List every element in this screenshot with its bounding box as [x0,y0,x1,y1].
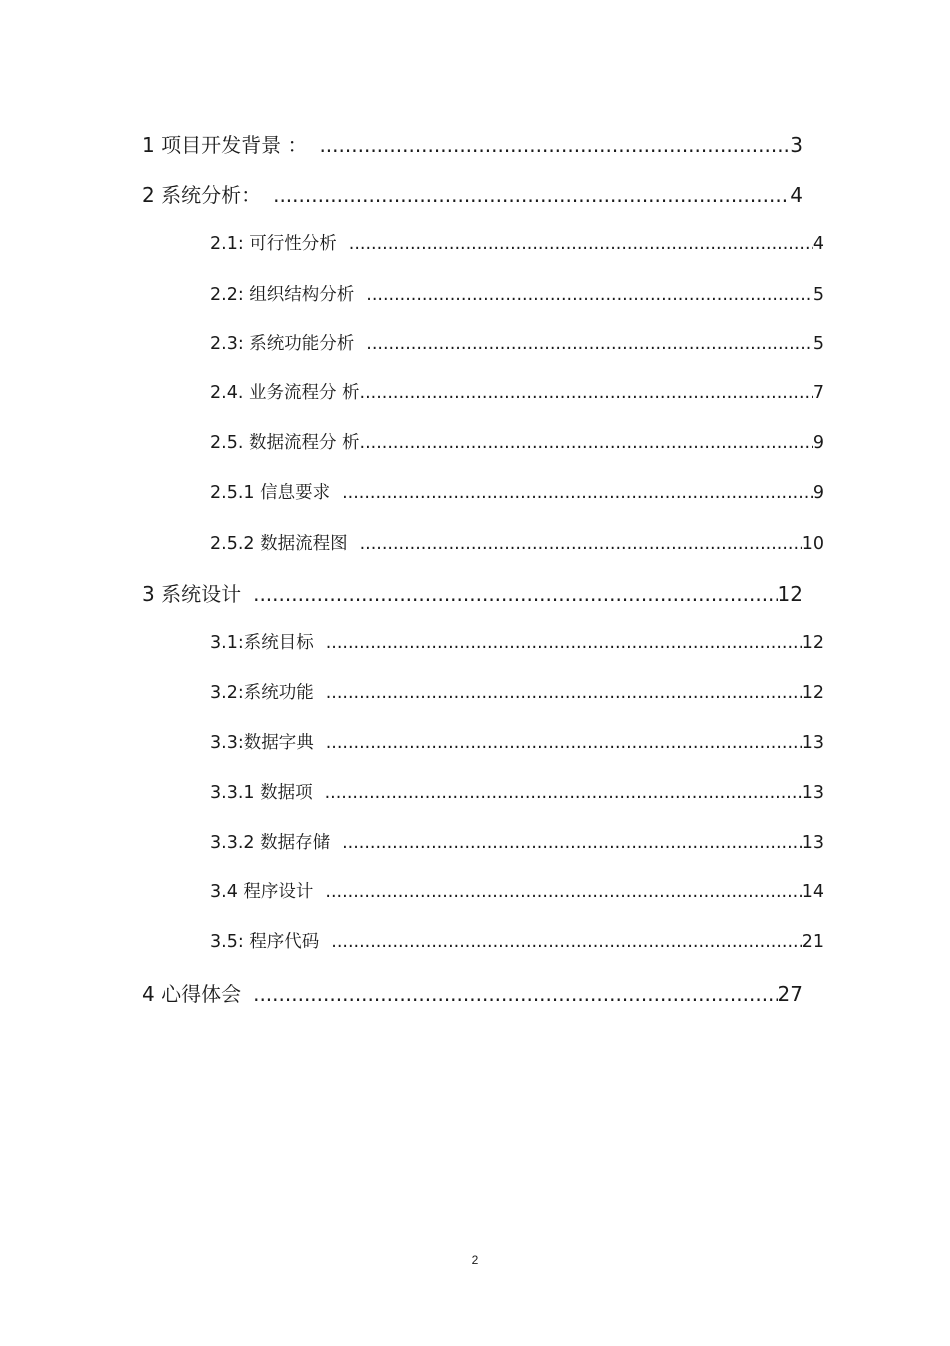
toc-dot-leader [319,130,790,160]
toc-dot-leader [349,229,813,259]
toc-entry-page: 10 [801,534,824,554]
toc-entry-2-5-1[interactable] [210,478,824,508]
toc-entry-page: 7 [812,383,824,403]
toc-entry-label: 3.5: 程序代码 [210,932,320,952]
toc-entry-page: 12 [777,582,803,606]
toc-entry-page: 21 [801,932,824,952]
toc-entry-page: 3 [790,133,803,157]
toc-entry-label: 3.3:数据字典 [210,733,314,753]
toc-entry-label: 2.2: 组织结构分析 [210,285,355,305]
toc-entry-3-2[interactable] [210,678,824,708]
toc-entry-2-4[interactable] [210,378,824,408]
toc-entry-page: 9 [812,433,824,453]
toc-entry-3-1[interactable] [210,628,824,658]
toc-entry-3-3-2[interactable] [210,828,824,858]
toc-dot-leader [360,378,813,408]
toc-dot-leader [366,280,813,310]
toc-entry-3-3[interactable] [210,728,824,758]
toc-entry-2-3[interactable] [210,329,824,359]
toc-entry-label: 3.3.2 数据存储 [210,833,331,853]
toc-entry-2-2[interactable] [210,280,824,310]
toc-entry-label: 2.1: 可行性分析 [210,234,337,254]
toc-entry-page: 5 [812,334,824,354]
toc-dot-leader [360,428,813,458]
toc-entry-page: 14 [801,882,824,902]
toc-entry-page: 12 [801,633,824,653]
toc-dot-leader [253,979,777,1009]
toc-entry-3-4[interactable] [210,877,824,907]
toc-entry-label: 1 项目开发背景 ： [142,133,308,157]
toc-dot-leader [342,478,813,508]
toc-entry-label: 3.2:系统功能 [210,683,314,703]
toc-entry-page: 9 [812,483,824,503]
toc-dot-leader [360,529,802,559]
toc-entry-label: 2.5.1 信息要求 [210,483,331,503]
toc-entry-label: 2 系统分析： [142,183,262,207]
toc-entry-4[interactable] [142,979,803,1009]
toc-entry-page: 12 [801,683,824,703]
toc-entry-page: 13 [801,783,824,803]
toc-entry-label: 3.3.1 数据项 [210,783,313,803]
toc-entry-label: 4 心得体会 [142,982,242,1006]
toc-dot-leader [326,728,802,758]
toc-dot-leader [273,180,790,210]
toc-entry-page: 4 [790,183,803,207]
toc-entry-page: 4 [812,234,824,254]
toc-entry-page: 5 [812,285,824,305]
toc-entry-label: 2.5. 数据流程分 析 [210,433,360,453]
toc-entry-2-5-2[interactable] [210,529,824,559]
toc-entry-page: 13 [801,833,824,853]
toc-entry-3-5[interactable] [210,927,824,957]
toc-entry-label: 3 系统设计 [142,582,242,606]
toc-dot-leader [331,927,801,957]
toc-entry-label: 3.1:系统目标 [210,633,314,653]
toc-entry-1[interactable] [142,130,803,160]
page-number: 2 [471,1253,479,1267]
toc-entry-2-1[interactable] [210,229,824,259]
toc-entry-label: 2.4. 业务流程分 析 [210,383,360,403]
toc-entry-label: 3.4 程序设计 [210,882,314,902]
toc-dot-leader [325,778,802,808]
toc-entry-3-3-1[interactable] [210,778,824,808]
toc-entry-2[interactable] [142,180,803,210]
toc-entry-label: 2.3: 系统功能分析 [210,334,355,354]
toc-entry-label: 2.5.2 数据流程图 [210,534,348,554]
toc-dot-leader [325,877,801,907]
toc-dot-leader [326,628,802,658]
toc-entry-page: 27 [777,982,803,1006]
toc-dot-leader [253,579,777,609]
toc-entry-2-5[interactable] [210,428,824,458]
toc-entry-page: 13 [801,733,824,753]
toc-entry-3[interactable] [142,579,803,609]
toc-dot-leader [342,828,802,858]
toc-dot-leader [326,678,802,708]
toc-dot-leader [366,329,813,359]
